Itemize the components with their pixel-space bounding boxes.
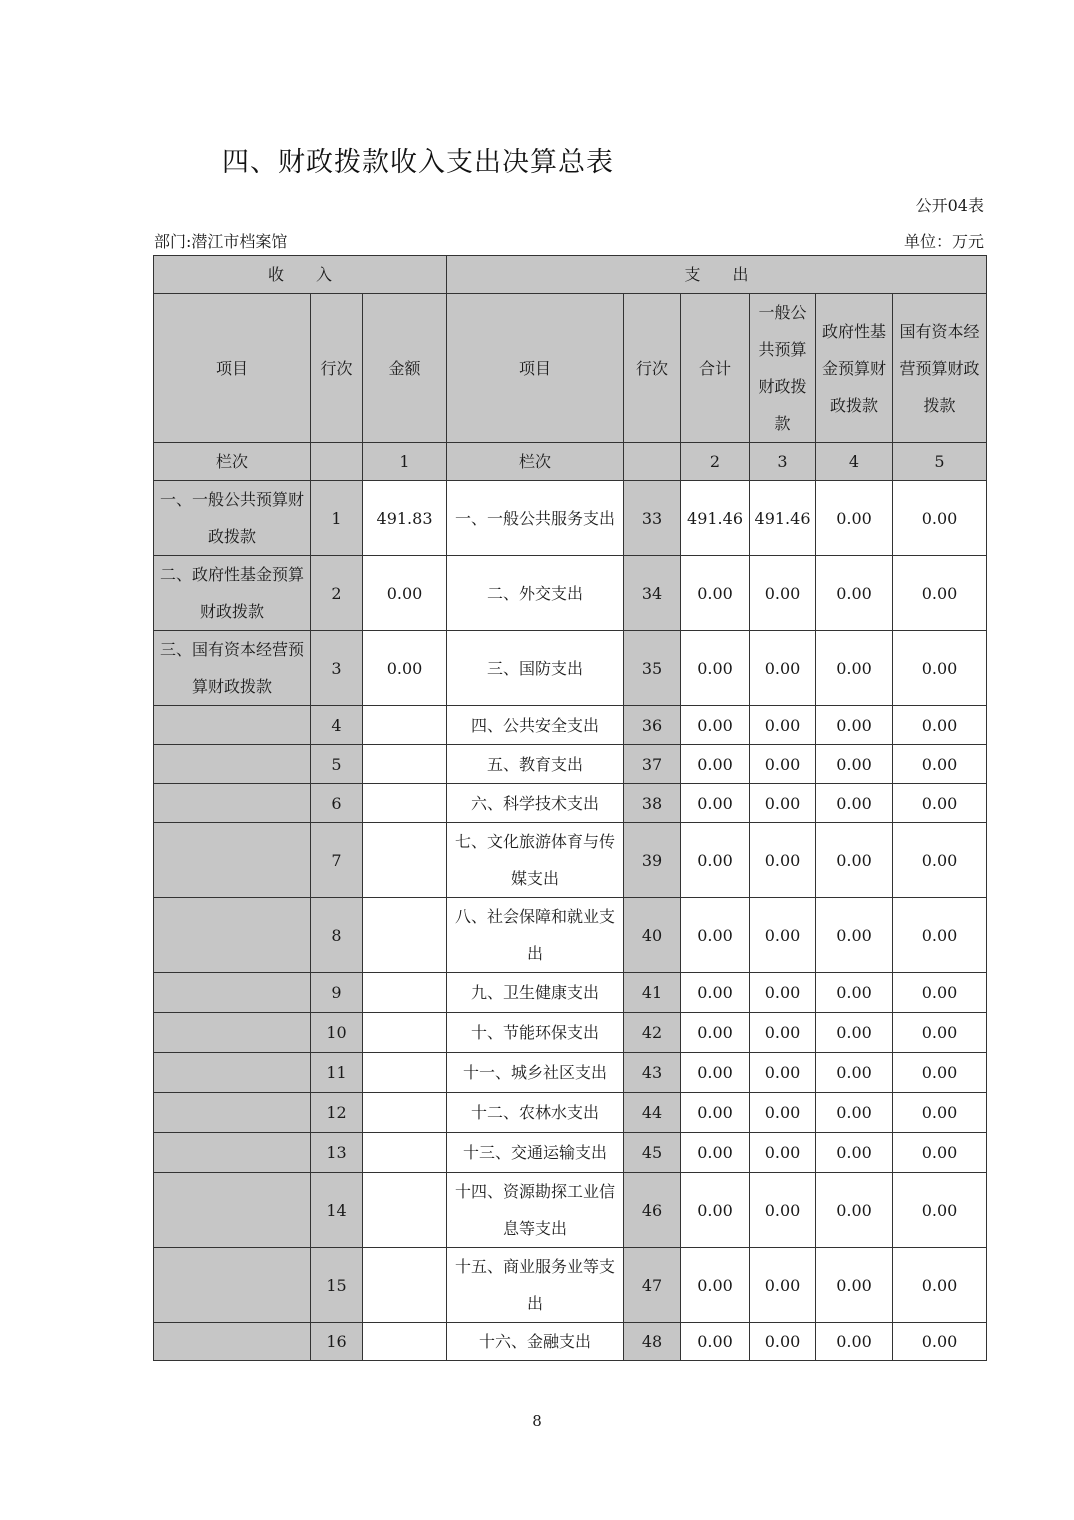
state-capital-cell: 0.00	[893, 784, 987, 823]
table-row	[154, 631, 987, 706]
income-row-no-cell: 9	[311, 973, 363, 1013]
unit-label: 单位：万元	[903, 232, 984, 251]
table-row	[154, 481, 987, 556]
general-budget-cell: 0.00	[750, 1093, 816, 1133]
income-row-no-cell: 8	[311, 898, 363, 973]
income-amount-cell	[363, 1053, 447, 1093]
table-row	[154, 1323, 987, 1361]
income-item-cell	[154, 706, 311, 745]
total-cell: 0.00	[681, 556, 750, 631]
state-capital-cell: 0.00	[893, 1053, 987, 1093]
state-capital-cell: 0.00	[893, 1173, 987, 1248]
expense-item-cell: 十三、交通运输支出	[447, 1133, 624, 1173]
general-budget-cell: 0.00	[750, 1248, 816, 1323]
income-row-no-cell: 4	[311, 706, 363, 745]
expense-item-cell: 三、国防支出	[447, 631, 624, 706]
gov-fund-cell: 0.00	[816, 481, 893, 556]
gov-fund-cell: 0.00	[816, 1133, 893, 1173]
income-row-no-cell: 1	[311, 481, 363, 556]
total-header: 合计	[681, 294, 750, 443]
gov-fund-cell: 0.00	[816, 1173, 893, 1248]
income-amount-cell	[363, 1173, 447, 1248]
expense-item-cell: 十五、商业服务业等支出	[447, 1248, 624, 1323]
expense-item-cell: 五、教育支出	[447, 745, 624, 784]
total-cell: 0.00	[681, 1248, 750, 1323]
income-item-cell	[154, 1053, 311, 1093]
income-row-no-cell: 3	[311, 631, 363, 706]
income-item-cell: 一、一般公共预算财政拨款	[154, 481, 311, 556]
gov-fund-cell: 0.00	[816, 784, 893, 823]
finance-table	[153, 255, 987, 1361]
expense-row-no-header: 行次	[624, 294, 681, 443]
expense-item-cell: 十六、金融支出	[447, 1323, 624, 1361]
col-index-4: 4	[816, 443, 893, 481]
income-amount-cell	[363, 1093, 447, 1133]
expense-row-no-cell: 34	[624, 556, 681, 631]
income-item-cell	[154, 973, 311, 1013]
income-row-no-cell: 10	[311, 1013, 363, 1053]
gov-fund-cell: 0.00	[816, 706, 893, 745]
expense-row-no-cell: 33	[624, 481, 681, 556]
department-label: 部门:潜江市档案馆	[154, 232, 288, 251]
gov-fund-cell: 0.00	[816, 1053, 893, 1093]
gov-fund-cell: 0.00	[816, 1093, 893, 1133]
income-item-cell	[154, 898, 311, 973]
expense-row-no-cell: 40	[624, 898, 681, 973]
expense-row-no-cell: 43	[624, 1053, 681, 1093]
income-item-cell: 二、政府性基金预算财政拨款	[154, 556, 311, 631]
income-item-cell	[154, 823, 311, 898]
expense-row-no-cell: 41	[624, 973, 681, 1013]
income-amount-cell: 0.00	[363, 631, 447, 706]
general-budget-cell: 0.00	[750, 556, 816, 631]
page-number: 8	[532, 1412, 542, 1430]
state-capital-cell: 0.00	[893, 823, 987, 898]
table-row	[154, 973, 987, 1013]
expense-row-no-cell: 37	[624, 745, 681, 784]
expense-row-no-cell: 47	[624, 1248, 681, 1323]
gov-fund-cell: 0.00	[816, 898, 893, 973]
expense-item-cell: 八、社会保障和就业支出	[447, 898, 624, 973]
table-row	[154, 1093, 987, 1133]
state-capital-cell: 0.00	[893, 1133, 987, 1173]
expense-item-cell: 九、卫生健康支出	[447, 973, 624, 1013]
expense-item-cell: 十二、农林水支出	[447, 1093, 624, 1133]
table-row	[154, 1173, 987, 1248]
general-budget-header: 一般公共预算财政拨款	[750, 294, 816, 443]
income-item-cell	[154, 1013, 311, 1053]
general-budget-cell: 0.00	[750, 1053, 816, 1093]
expense-row-no-cell: 35	[624, 631, 681, 706]
expense-row-no-cell: 44	[624, 1093, 681, 1133]
total-cell: 491.46	[681, 481, 750, 556]
income-row-no-cell: 15	[311, 1248, 363, 1323]
state-capital-cell: 0.00	[893, 481, 987, 556]
gov-fund-cell: 0.00	[816, 823, 893, 898]
general-budget-cell: 0.00	[750, 1173, 816, 1248]
table-row	[154, 1013, 987, 1053]
income-item-cell: 三、国有资本经营预算财政拨款	[154, 631, 311, 706]
table-row	[154, 706, 987, 745]
income-item-cell	[154, 1323, 311, 1361]
expense-item-cell: 四、公共安全支出	[447, 706, 624, 745]
income-item-cell	[154, 1248, 311, 1323]
income-amount-cell	[363, 1013, 447, 1053]
income-item-cell	[154, 745, 311, 784]
income-row-no-header: 行次	[311, 294, 363, 443]
income-row-no-cell: 13	[311, 1133, 363, 1173]
income-amount-cell	[363, 823, 447, 898]
table-row	[154, 1133, 987, 1173]
col-index-blank-2	[624, 443, 681, 481]
gov-fund-cell: 0.00	[816, 556, 893, 631]
column-header-row	[154, 294, 987, 443]
general-budget-cell: 0.00	[750, 631, 816, 706]
income-row-no-cell: 5	[311, 745, 363, 784]
table-row	[154, 898, 987, 973]
form-number: 公开04表	[915, 196, 984, 215]
col-index-1: 1	[363, 443, 447, 481]
state-capital-cell: 0.00	[893, 973, 987, 1013]
state-capital-cell: 0.00	[893, 1248, 987, 1323]
expense-item-cell: 七、文化旅游体育与传媒支出	[447, 823, 624, 898]
general-budget-cell: 0.00	[750, 784, 816, 823]
income-amount-cell	[363, 784, 447, 823]
income-row-no-cell: 12	[311, 1093, 363, 1133]
total-cell: 0.00	[681, 898, 750, 973]
total-cell: 0.00	[681, 784, 750, 823]
gov-fund-cell: 0.00	[816, 973, 893, 1013]
expense-row-no-cell: 46	[624, 1173, 681, 1248]
state-capital-cell: 0.00	[893, 556, 987, 631]
state-capital-cell: 0.00	[893, 1323, 987, 1361]
expense-header: 支 出	[447, 256, 987, 294]
general-budget-cell: 0.00	[750, 1133, 816, 1173]
income-row-no-cell: 14	[311, 1173, 363, 1248]
table-row	[154, 1053, 987, 1093]
expense-row-no-cell: 39	[624, 823, 681, 898]
state-capital-cell: 0.00	[893, 706, 987, 745]
gov-fund-cell: 0.00	[816, 1013, 893, 1053]
general-budget-cell: 0.00	[750, 1323, 816, 1361]
income-item-header: 项目	[154, 294, 311, 443]
total-cell: 0.00	[681, 1133, 750, 1173]
expense-item-cell: 十、节能环保支出	[447, 1013, 624, 1053]
income-item-cell	[154, 1173, 311, 1248]
gov-fund-header: 政府性基金预算财政拨款	[816, 294, 893, 443]
expense-row-no-cell: 38	[624, 784, 681, 823]
total-cell: 0.00	[681, 631, 750, 706]
col-label: 栏次	[154, 443, 311, 481]
income-amount-cell	[363, 1323, 447, 1361]
page-title: 四、财政拨款收入支出决算总表	[222, 147, 614, 178]
table-row	[154, 745, 987, 784]
state-capital-cell: 0.00	[893, 1093, 987, 1133]
gov-fund-cell: 0.00	[816, 745, 893, 784]
state-capital-cell: 0.00	[893, 898, 987, 973]
income-amount-header: 金额	[363, 294, 447, 443]
total-cell: 0.00	[681, 1173, 750, 1248]
income-amount-cell	[363, 1248, 447, 1323]
income-amount-cell	[363, 1133, 447, 1173]
general-budget-cell: 491.46	[750, 481, 816, 556]
income-amount-cell	[363, 706, 447, 745]
income-item-cell	[154, 784, 311, 823]
expense-item-header: 项目	[447, 294, 624, 443]
total-cell: 0.00	[681, 1323, 750, 1361]
total-cell: 0.00	[681, 1093, 750, 1133]
income-row-no-cell: 16	[311, 1323, 363, 1361]
section-header-row	[154, 256, 987, 294]
column-index-row	[154, 443, 987, 481]
total-cell: 0.00	[681, 745, 750, 784]
expense-row-no-cell: 36	[624, 706, 681, 745]
general-budget-cell: 0.00	[750, 1013, 816, 1053]
exp-col-label: 栏次	[447, 443, 624, 481]
total-cell: 0.00	[681, 823, 750, 898]
income-row-no-cell: 6	[311, 784, 363, 823]
expense-item-cell: 二、外交支出	[447, 556, 624, 631]
expense-item-cell: 十一、城乡社区支出	[447, 1053, 624, 1093]
income-amount-cell	[363, 745, 447, 784]
general-budget-cell: 0.00	[750, 745, 816, 784]
income-item-cell	[154, 1093, 311, 1133]
income-row-no-cell: 11	[311, 1053, 363, 1093]
expense-item-cell: 十四、资源勘探工业信息等支出	[447, 1173, 624, 1248]
gov-fund-cell: 0.00	[816, 1323, 893, 1361]
gov-fund-cell: 0.00	[816, 631, 893, 706]
income-amount-cell	[363, 898, 447, 973]
expense-row-no-cell: 45	[624, 1133, 681, 1173]
total-cell: 0.00	[681, 706, 750, 745]
total-cell: 0.00	[681, 973, 750, 1013]
col-index-2: 2	[681, 443, 750, 481]
expense-row-no-cell: 42	[624, 1013, 681, 1053]
total-cell: 0.00	[681, 1013, 750, 1053]
state-capital-cell: 0.00	[893, 631, 987, 706]
gov-fund-cell: 0.00	[816, 1248, 893, 1323]
table-row	[154, 784, 987, 823]
general-budget-cell: 0.00	[750, 823, 816, 898]
col-index-3: 3	[750, 443, 816, 481]
expense-row-no-cell: 48	[624, 1323, 681, 1361]
col-index-5: 5	[893, 443, 987, 481]
expense-item-cell: 一、一般公共服务支出	[447, 481, 624, 556]
income-item-cell	[154, 1133, 311, 1173]
income-row-no-cell: 7	[311, 823, 363, 898]
income-amount-cell	[363, 973, 447, 1013]
income-amount-cell: 491.83	[363, 481, 447, 556]
total-cell: 0.00	[681, 1053, 750, 1093]
col-index-blank	[311, 443, 363, 481]
state-capital-cell: 0.00	[893, 745, 987, 784]
table-row	[154, 823, 987, 898]
general-budget-cell: 0.00	[750, 706, 816, 745]
table-row	[154, 556, 987, 631]
general-budget-cell: 0.00	[750, 898, 816, 973]
state-capital-cell: 0.00	[893, 1013, 987, 1053]
table-row	[154, 1248, 987, 1323]
income-amount-cell: 0.00	[363, 556, 447, 631]
income-header: 收 入	[154, 256, 447, 294]
general-budget-cell: 0.00	[750, 973, 816, 1013]
expense-item-cell: 六、科学技术支出	[447, 784, 624, 823]
state-capital-header: 国有资本经营预算财政拨款	[893, 294, 987, 443]
income-row-no-cell: 2	[311, 556, 363, 631]
